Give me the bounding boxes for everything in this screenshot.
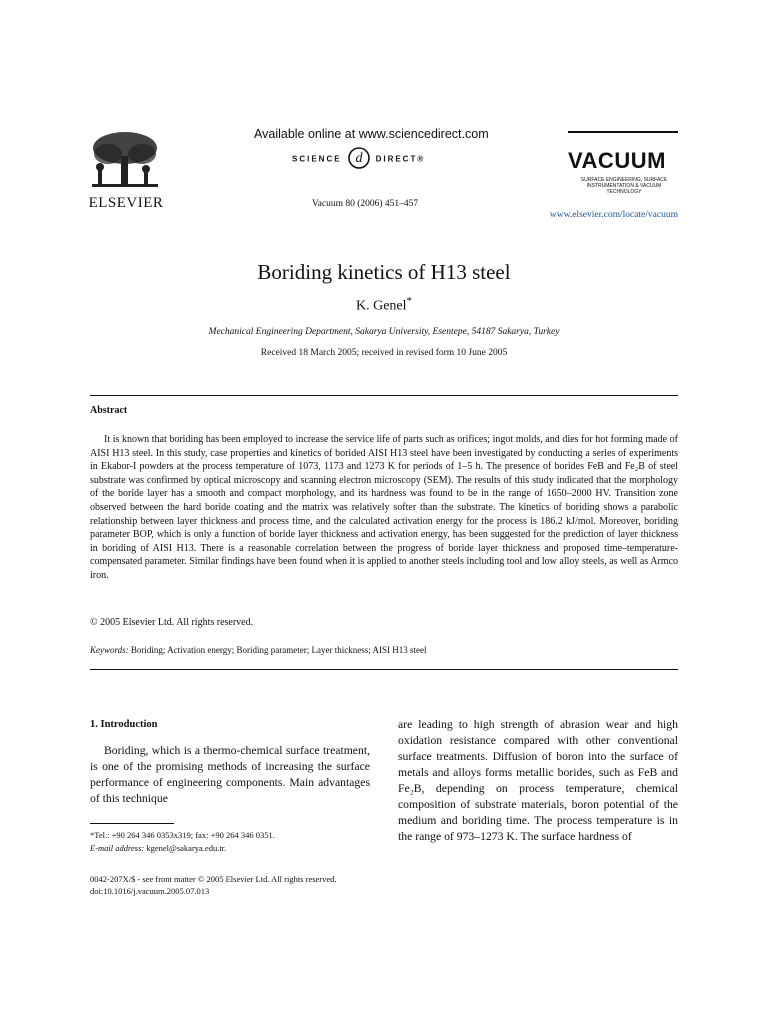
keywords-text: Boriding; Activation energy; Boriding parameter; Layer thickness; AISI H13 steel [130,645,427,655]
available-online-text[interactable]: Available online at www.sciencedirect.com [254,127,489,141]
abstract-text: It is known that boriding has been employed to increase the service life of parts such as orifices; ingot molds, and dies for hot forming made of AISI H13 steel. In this study, case properties and kinetics of borided AISI H13 steel have been investigated by conducting a series of experiments in Ekabor-I powders at the process temperature of 1073, 1173 and 1273 K for periods of 1–5 h. The presence of borides FeB and Fe₂B of steel substrate was confirmed by optical microscopy and scanning electron microscopy (SEM). The results of this study indicated that the morphology of the boride layer has a smooth and compact morphology, and its hardness was found to be in the range of 1650–2000 HV. Transition zone observed between the hard boride coating and the matrix was relatively softer than the substrate. The kinetics of boriding shows a parabolic relationship between layer thickness and process time, and the calculated activation energy for the process is 186.2 kJ/mol. Moreover, boriding parameter BOP, which is only a function of boride layer thickness and activation energy, has been suggested for the prediction of layer thickness in boriding of AISI H13. There is a reasonable correlation between the progress of boride layer thickness and proposed time–temperature-compensated parameter. Similar findings have been found when it is applied to another steels including tool and low alloy steels, as well as Armco iron. [90,434,678,581]
section-heading-introduction: 1. Introduction [90,719,158,730]
author-name: K. Genel [355,298,407,314]
abstract-rule-top [90,395,678,396]
front-matter-doi[interactable]: doi:10.1016/j.vacuum.2005.07.013 [90,886,210,896]
sciencedirect-logo [292,146,442,172]
footnote-tel: *Tel.: +90 264 346 0353x319; fax: +90 264 346 0351. [90,830,275,840]
intro-left-text: Boriding, which is a thermo-chemical surface treatment, is one of the promising methods of increasing the surface performance of engineering components. Main advantages of this technique [90,744,370,805]
elsevier-tree-logo [88,130,162,192]
author-line [0,295,768,315]
abstract-body [90,433,678,583]
intro-right-column [398,717,678,845]
abstract-heading: Abstract [90,405,128,416]
footnote-email-label: E-mail address: [90,843,145,853]
footnote-rule [90,823,174,824]
abstract-copyright: © 2005 Elsevier Ltd. All rights reserved. [90,617,254,628]
author-footnote-mark[interactable]: * [406,295,413,307]
received-dates: Received 18 March 2005; received in revised form 10 June 2005 [260,348,508,358]
abstract-rule-bottom [90,669,678,670]
front-matter-issn: 0042-207X/$ - see front matter © 2005 Elsevier Ltd. All rights reserved. [90,874,337,884]
author-affiliation: Mechanical Engineering Department, Sakarya University, Esentepe, 54187 Sakarya, Turkey [208,327,560,337]
journal-citation: Vacuum 80 (2006) 451–457 [311,199,419,209]
keywords-label: Keywords: [90,645,129,655]
journal-title: VACUUM [568,148,666,173]
keywords-line [90,645,426,655]
sciencedirect-d-icon [346,146,372,170]
journal-rule-top [568,131,678,133]
sciencedirect-left: SCIENCE [292,154,342,164]
sciencedirect-right: DIRECT® [375,154,426,164]
intro-left-column [90,743,370,807]
publisher-name: ELSEVIER [88,195,164,211]
journal-url-link[interactable]: www.elsevier.com/locate/vacuum [549,210,678,220]
front-matter [90,873,490,897]
journal-subtitle: SURFACE ENGINEERING, SURFACE INSTRUMENTATION & VACUUM TECHNOLOGY [580,177,668,195]
footnote-email[interactable]: kgenel@sakarya.edu.tr. [144,843,227,853]
author-footnote [90,829,370,855]
svg-text:d: d [355,151,363,166]
paper-title: Boriding kinetics of H13 steel [257,260,511,284]
intro-right-text: are leading to high strength of abrasion wear and high oxidation resistance compared with other conventional surface treatments. Diffusion of boron into the surface of metals and alloys forms metallic borides, such as FeB and Fe₂B, depending on process temperature, chemical composition of substrate materials, boron potential of the medium and boriding time. The process temperature is in the range of 973–1273 K. The surface hardness of [398,718,678,843]
